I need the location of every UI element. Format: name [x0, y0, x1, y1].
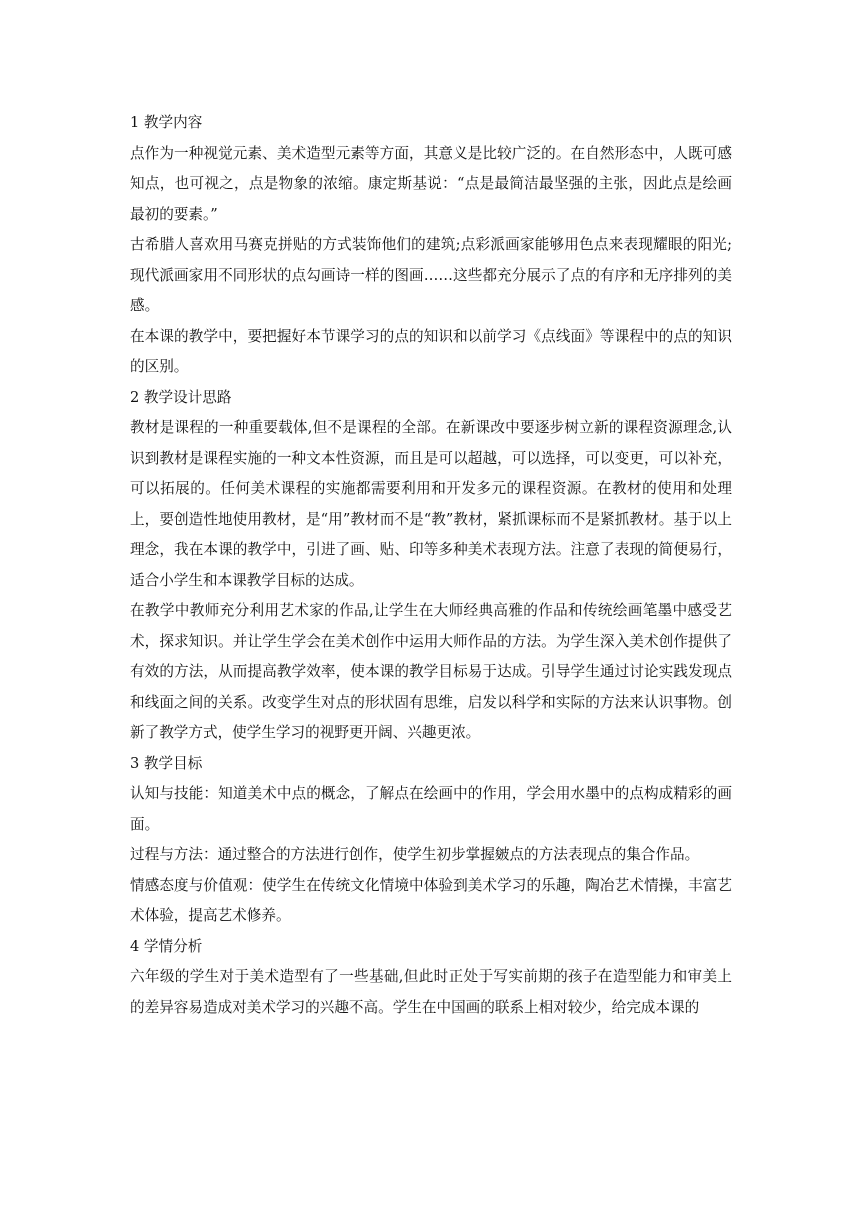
document-body	[130, 108, 732, 1023]
paragraph: 点作为一种视觉元素、美术造型元素等方面，其意义是比较广泛的。在自然形态中，人既可感知点，也可视之，点是物象的浓缩。康定斯基说：“点是最简洁最坚强的主张，因此点是绘画最初的要素。”	[130, 144, 732, 223]
paragraph: 在本课的教学中，要把握好本节课学习的点的知识和以前学习《点线面》等课程中的点的知识的区别。	[130, 327, 732, 375]
paragraph: 古希腊人喜欢用马赛克拼贴的方式装饰他们的建筑;点彩派画家能够用色点来表现耀眼的阳光;现代派画家用不同形状的点勾画诗一样的图画……这些都充分展示了点的有序和无序排列的美感。	[130, 236, 732, 314]
section-heading: 3 教学目标	[130, 754, 203, 772]
paragraph: 认知与技能：知道美术中点的概念，了解点在绘画中的作用，学会用水墨中的点构成精彩的画面。	[130, 785, 732, 833]
paragraph: 过程与方法：通过整合的方法进行创作，使学生初步掌握皴点的方法表现点的集合作品。	[130, 846, 700, 863]
section-heading: 1 教学内容	[130, 114, 203, 131]
section-heading: 2 教学设计思路	[130, 388, 232, 406]
paragraph: 情感态度与价值观：使学生在传统文化情境中体验到美术学习的乐趣，陶冶艺术情操，丰富艺术体验，提高艺术修养。	[130, 876, 732, 924]
paragraph: 教材是课程的一种重要载体,但不是课程的全部。在新课改中要逐步树立新的课程资源理念,认识到教材是课程实施的一种文本性资源，而且是可以超越，可以选择，可以变更，可以补充，可以拓展的。任何美术课程的实施都需要利用和开发多元的课程资源。在教材的使用和处理上，要创造性地使用教材，是“用”教材而不是“教”教材，紧抓课标而不是紧抓教材。基于以上理念，我在本课的教学中，引进了画、贴、印等多种美术表现方法。注意了表现的简便易行，适合小学生和本课教学目标的达成。	[130, 419, 732, 589]
section-heading: 4 学情分析	[130, 937, 203, 955]
paragraph: 在教学中教师充分利用艺术家的作品,让学生在大师经典高雅的作品和传统绘画笔墨中感受艺术，探求知识。并让学生学会在美术创作中运用大师作品的方法。为学生深入美术创作提供了有效的方法，从而提高教学效率，使本课的教学目标易于达成。引导学生通过讨论实践发现点和线面之间的关系。改变学生对点的形状固有思维，启发以科学和实际的方法来认识事物。创新了教学方式，使学生学习的视野更开阔、兴趣更浓。	[130, 602, 732, 741]
paragraph: 六年级的学生对于美术造型有了一些基础,但此时正处于写实前期的孩子在造型能力和审美上的差异容易造成对美术学习的兴趣不高。学生在中国画的联系上相对较少，给完成本课的	[130, 968, 732, 1016]
